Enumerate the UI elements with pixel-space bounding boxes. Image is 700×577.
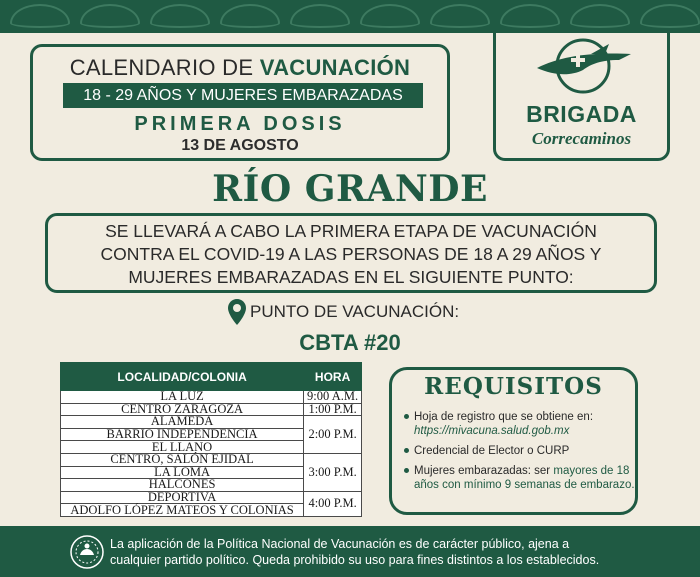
disclaimer-text <box>110 536 690 568</box>
leaf-pattern-icon <box>570 4 630 28</box>
requirement-text: Credencial de Elector o CURP <box>414 445 570 457</box>
cell-hora: 2:00 P.M. <box>304 416 362 454</box>
table-row <box>61 491 362 504</box>
calendar-title-prefix: CALENDARIO DE <box>69 55 254 80</box>
cell-hora: 9:00 A.M. <box>304 391 362 404</box>
requirements-list <box>404 410 636 498</box>
leaf-pattern-icon <box>80 4 140 28</box>
roadrunner-logo-icon <box>531 38 635 94</box>
requirements-title: REQUISITOS <box>424 373 603 400</box>
national-seal-icon <box>70 535 104 569</box>
brigada-title: BRIGADA <box>526 101 637 127</box>
bullet-icon <box>404 448 409 453</box>
footer-band <box>0 526 700 577</box>
leaf-pattern-icon <box>500 4 560 28</box>
cell-hora: 1:00 P.M. <box>304 403 362 416</box>
calendar-title <box>33 55 447 81</box>
map-pin-icon <box>228 299 246 325</box>
notice-line: MUJERES EMBARAZADAS EN EL SIGUIENTE PUNTO: <box>128 267 574 287</box>
brigada-panel <box>493 33 670 161</box>
cell-hora: 3:00 P.M. <box>304 453 362 491</box>
vaccination-point-label: PUNTO DE VACUNACIÓN: <box>250 302 460 321</box>
cell-localidad: LA LUZ <box>61 391 304 404</box>
brigada-subtitle: Correcaminos <box>531 129 632 148</box>
cell-localidad: EL LLANO <box>61 441 304 454</box>
leaf-pattern-icon <box>10 4 70 28</box>
city-heading: RÍO GRANDE <box>212 168 488 210</box>
cell-localidad: ADOLFO LÓPEZ MATEOS Y COLONIAS <box>61 504 304 517</box>
leaf-pattern-icon <box>290 4 350 28</box>
notice-line: CONTRA EL COVID-19 A LAS PERSONAS DE 18 A 29 AÑOS Y <box>100 244 602 264</box>
leaf-pattern-icon <box>430 4 490 28</box>
list-item <box>404 464 636 492</box>
leaf-pattern-icon <box>220 4 280 28</box>
cell-localidad: HALCONES <box>61 479 304 492</box>
bullet-icon <box>404 468 409 473</box>
header-hora: HORA <box>304 363 362 391</box>
cell-hora: 4:00 P.M. <box>304 491 362 516</box>
cell-localidad: LA LOMA <box>61 466 304 479</box>
decorative-top-band <box>0 0 700 33</box>
cell-localidad: DEPORTIVA <box>61 491 304 504</box>
cell-localidad: ALAMEDA <box>61 416 304 429</box>
notice-panel <box>45 213 657 293</box>
target-group-bar: 18 - 29 AÑOS Y MUJERES EMBARAZADAS <box>63 83 423 108</box>
requirement-detail: mayores de 18 años con mínimo 9 semanas de embarazo. <box>414 465 635 491</box>
disclaimer-line: cualquier partido político. Queda prohibido su uso para fines distintos a los establecidos. <box>110 553 600 567</box>
leaf-pattern-icon <box>150 4 210 28</box>
cell-localidad: BARRIO INDEPENDENCIA <box>61 428 304 441</box>
list-item <box>404 410 636 438</box>
bullet-icon <box>404 414 409 419</box>
header-localidad: LOCALIDAD/COLONIA <box>61 363 304 391</box>
dose-label: PRIMERA DOSIS <box>134 113 346 135</box>
requirement-text: Mujeres embarazadas: ser <box>414 465 551 477</box>
schedule-table <box>60 362 362 517</box>
cell-localidad: CENTRO ZARAGOZA <box>61 403 304 416</box>
table-row <box>61 453 362 466</box>
leaf-pattern-icon <box>360 4 420 28</box>
vaccination-site: CBTA #20 <box>299 330 401 355</box>
cell-localidad: CENTRO, SALÓN EJIDAL <box>61 453 304 466</box>
vaccination-point <box>228 298 459 326</box>
calendar-panel <box>30 44 450 161</box>
date-label: 13 DE AGOSTO <box>181 137 299 154</box>
list-item <box>404 444 636 458</box>
requirements-panel <box>389 367 638 515</box>
disclaimer-line: La aplicación de la Política Nacional de Vacunación es de carácter público, ajena a <box>110 537 570 551</box>
table-header-row <box>61 363 362 391</box>
registration-link[interactable]: https://mivacuna.salud.gob.mx <box>414 425 570 437</box>
notice-line: SE LLEVARÁ A CABO LA PRIMERA ETAPA DE VACUNACIÓN <box>105 221 597 241</box>
requirement-text: Hoja de registro que se obtiene en: <box>414 411 594 423</box>
leaf-pattern-icon <box>640 4 700 28</box>
calendar-title-bold: VACUNACIÓN <box>259 55 411 80</box>
